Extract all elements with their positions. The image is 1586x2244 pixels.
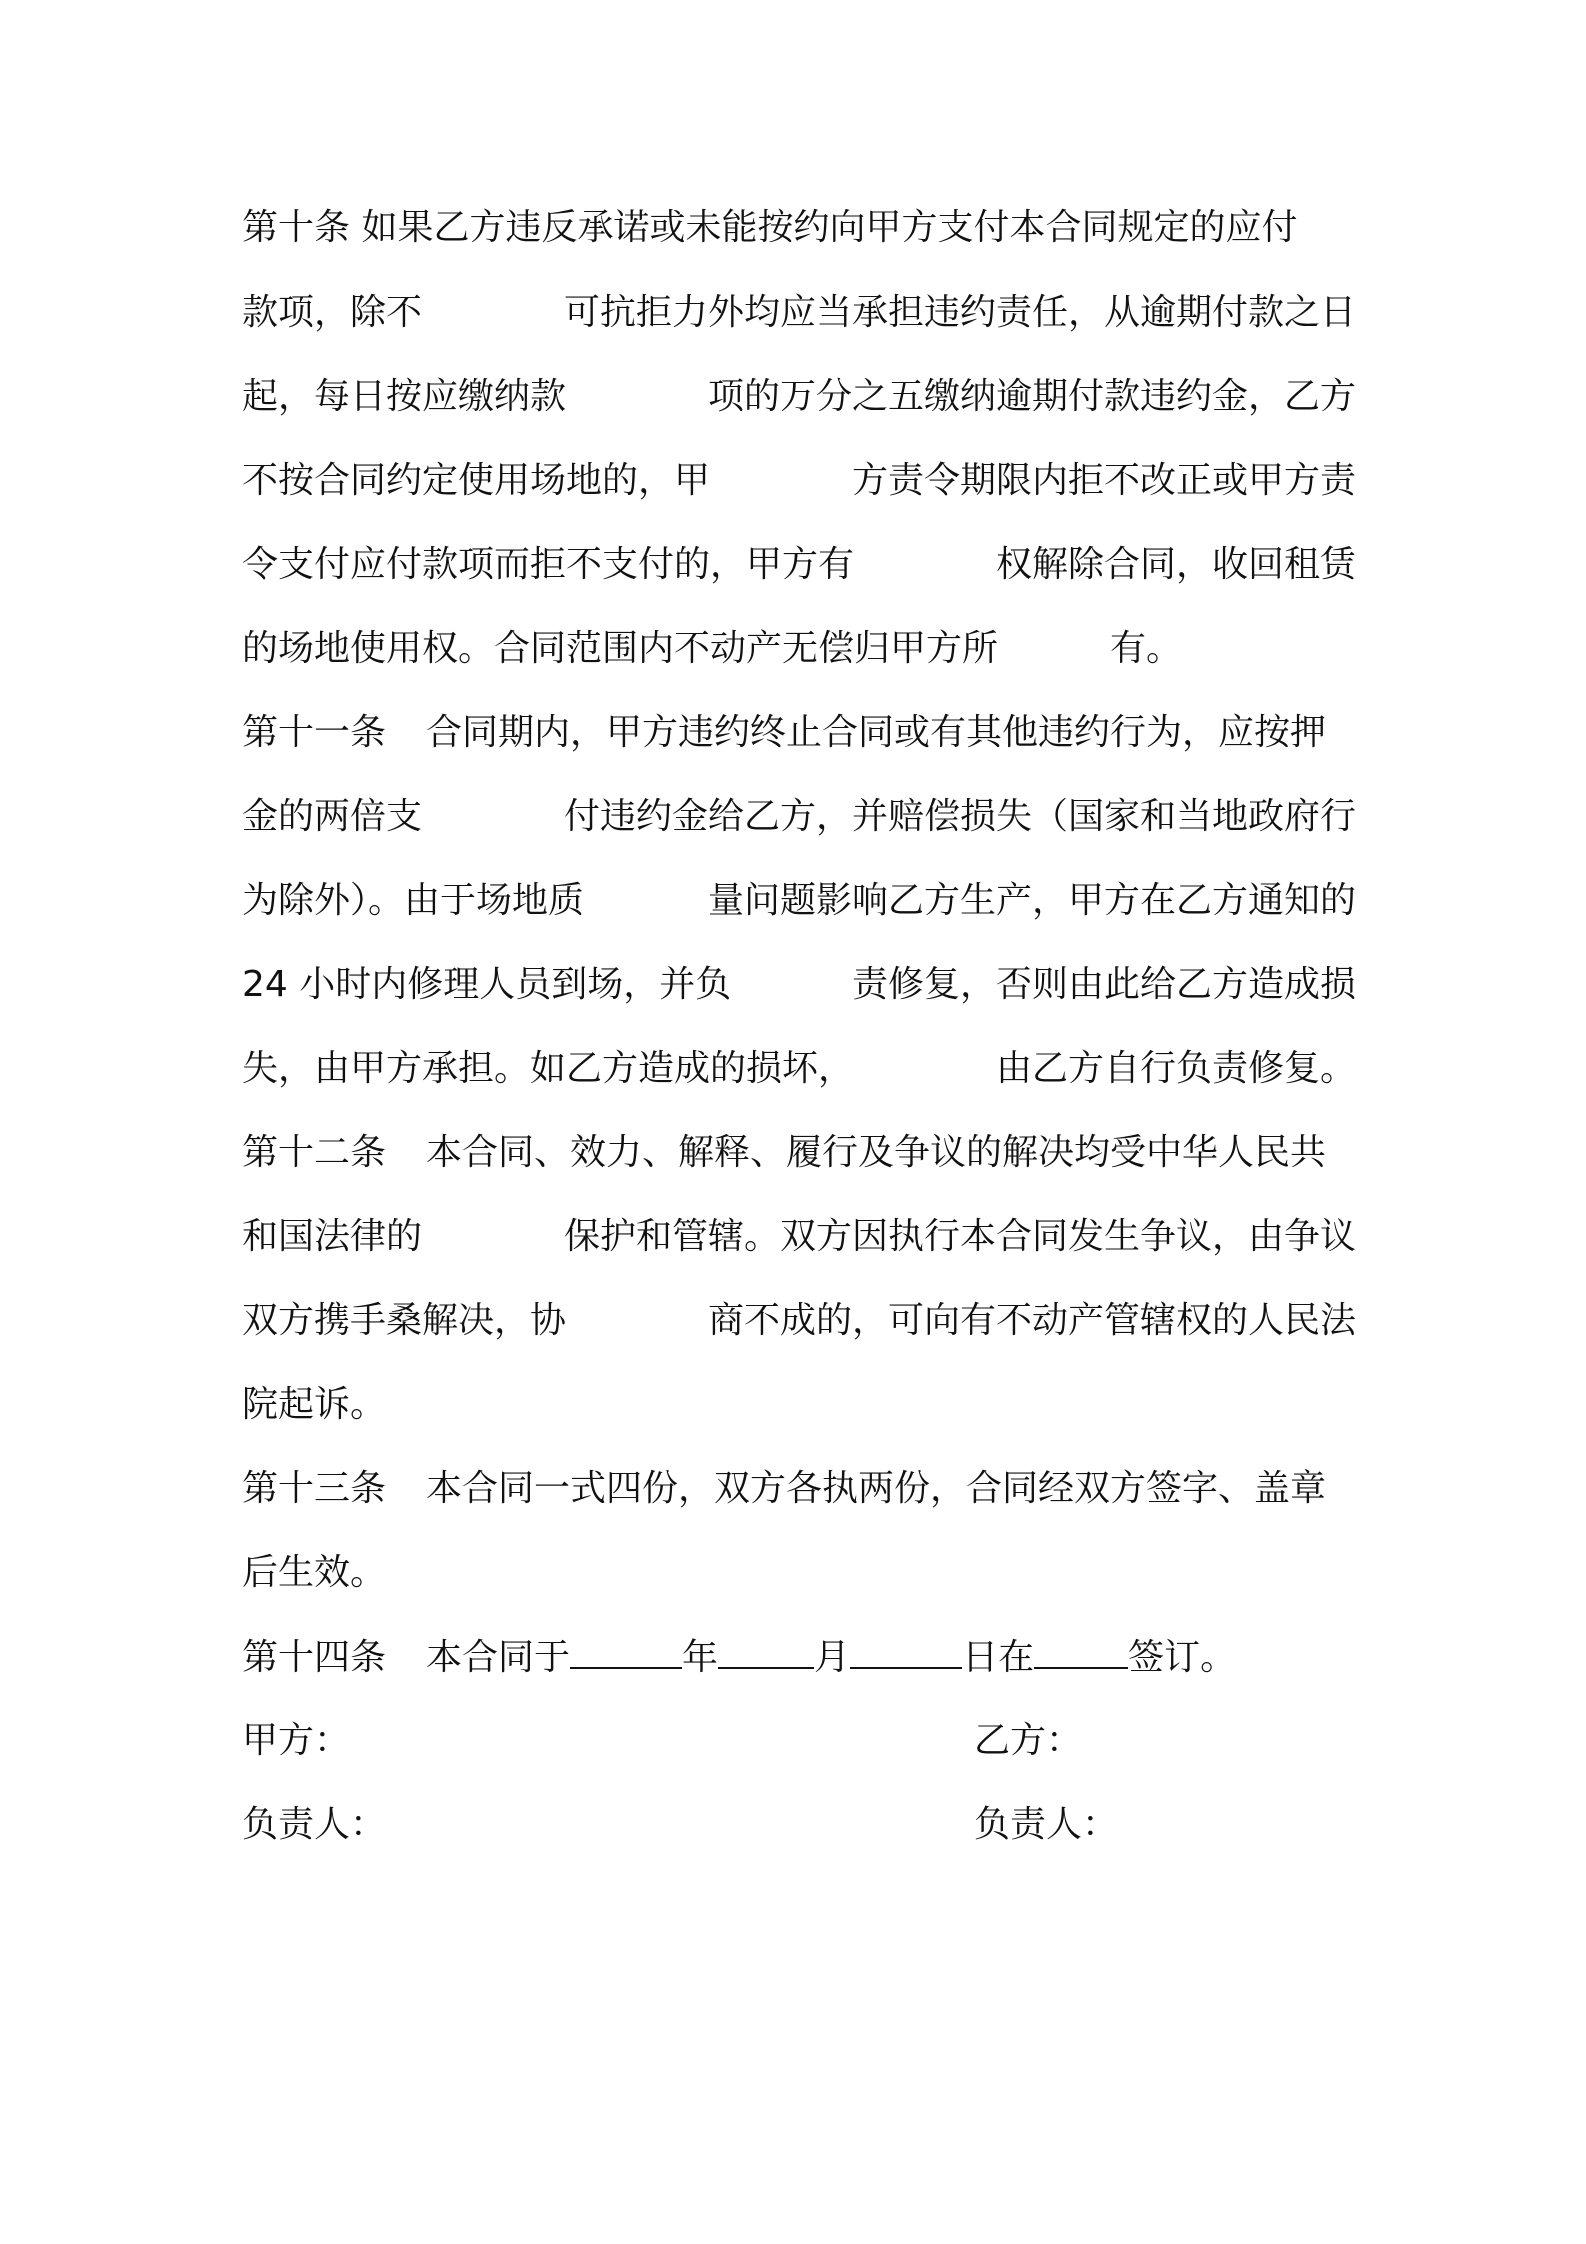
text-line xyxy=(242,1123,1356,1183)
text-line xyxy=(242,1291,1356,1351)
text-fragment: 第十条 如果乙方违反承诺或未能按约向甲方支付本合同规定的应付 xyxy=(242,207,1298,248)
month-blank[interactable] xyxy=(718,1627,814,1669)
text-fragment: 的场地使用权。合同范围内不动产无偿归甲方所 xyxy=(242,628,999,669)
text-line xyxy=(242,619,1356,679)
person-row xyxy=(242,1795,1356,1855)
text-fragment: 付违约金给乙方，并赔偿损失（国家和当地政府行 xyxy=(563,796,1356,837)
text-line xyxy=(242,283,1356,343)
text-fragment: 24 小时内修理人员到场，并负 xyxy=(242,964,732,1005)
day-at-label: 日在 xyxy=(962,1637,1035,1678)
text-fragment: 有。 xyxy=(1110,628,1183,669)
text-fragment: 责修复，否则由此给乙方造成损 xyxy=(851,964,1356,1005)
text-fragment: 双方携手桑解决，协 xyxy=(242,1300,567,1341)
text-line xyxy=(242,703,1356,763)
text-fragment: 商不成的，可向有不动产管辖权的人民法 xyxy=(707,1300,1356,1341)
text-fragment: 量问题影响乙方生产，甲方在乙方通知的 xyxy=(707,880,1356,921)
text-fragment: 本合同一式四份，双方各执两份，合同经双方签字、盖章 xyxy=(426,1468,1327,1509)
text-fragment: 不按合同约定使用场地的，甲 xyxy=(242,460,711,501)
text-line xyxy=(242,1543,1356,1603)
text-line xyxy=(242,787,1356,847)
text-line xyxy=(242,1207,1356,1267)
text-fragment: 起，每日按应缴纳款 xyxy=(242,376,567,417)
article-label: 第十四条 xyxy=(242,1637,387,1678)
text-fragment: 可抗拒力外均应当承担违约责任，从逾期付款之日 xyxy=(563,292,1356,333)
text-fragment: 本合同、效力、解释、履行及争议的解决均受中华人民共 xyxy=(426,1132,1327,1173)
text-line xyxy=(242,535,1356,595)
text-line xyxy=(242,367,1356,427)
text-fragment: 保护和管辖。双方因执行本合同发生争议，由争议 xyxy=(563,1216,1356,1257)
day-blank[interactable] xyxy=(850,1627,962,1669)
party-a-label: 甲方： xyxy=(242,1720,351,1761)
person-b-label: 负责人： xyxy=(974,1804,1119,1845)
text-fragment: 后生效。 xyxy=(242,1552,387,1593)
party-b-label: 乙方： xyxy=(974,1720,1083,1761)
text-fragment: 院起诉。 xyxy=(242,1384,387,1425)
year-label: 年 xyxy=(682,1637,719,1678)
text-fragment: 为除外）。由于场地质 xyxy=(242,880,585,921)
signed-label: 签订。 xyxy=(1128,1637,1237,1678)
text-fragment: 项的万分之五缴纳逾期付款违约金，乙方 xyxy=(707,376,1356,417)
place-blank[interactable] xyxy=(1034,1627,1128,1669)
text-line xyxy=(242,1459,1356,1519)
text-line xyxy=(242,198,1356,258)
year-blank[interactable] xyxy=(570,1627,682,1669)
text-fragment: 本合同于 xyxy=(426,1637,571,1678)
text-fragment: 失，由甲方承担。如乙方造成的损坏， xyxy=(242,1048,855,1089)
article-label: 第十二条 xyxy=(242,1132,387,1173)
text-fragment: 令支付应付款项而拒不支付的，甲方有 xyxy=(242,544,855,585)
text-fragment: 权解除合同，收回租赁 xyxy=(995,544,1356,585)
article-14-line xyxy=(242,1627,1356,1687)
text-fragment: 合同期内，甲方违约终止合同或有其他违约行为，应按押 xyxy=(426,712,1327,753)
month-label: 月 xyxy=(814,1637,851,1678)
person-a-label: 负责人： xyxy=(242,1804,387,1845)
article-label: 第十一条 xyxy=(242,712,387,753)
article-label: 第十三条 xyxy=(242,1468,387,1509)
text-line xyxy=(242,955,1356,1015)
text-fragment: 款项，除不 xyxy=(242,292,423,333)
text-fragment: 金的两倍支 xyxy=(242,796,423,837)
text-line xyxy=(242,871,1356,931)
party-row xyxy=(242,1711,1356,1771)
text-line xyxy=(242,451,1356,511)
text-line xyxy=(242,1375,1356,1435)
text-fragment: 和国法律的 xyxy=(242,1216,423,1257)
text-fragment: 方责令期限内拒不改正或甲方责 xyxy=(851,460,1356,501)
text-fragment: 由乙方自行负责修复。 xyxy=(995,1048,1356,1089)
text-line xyxy=(242,1039,1356,1099)
